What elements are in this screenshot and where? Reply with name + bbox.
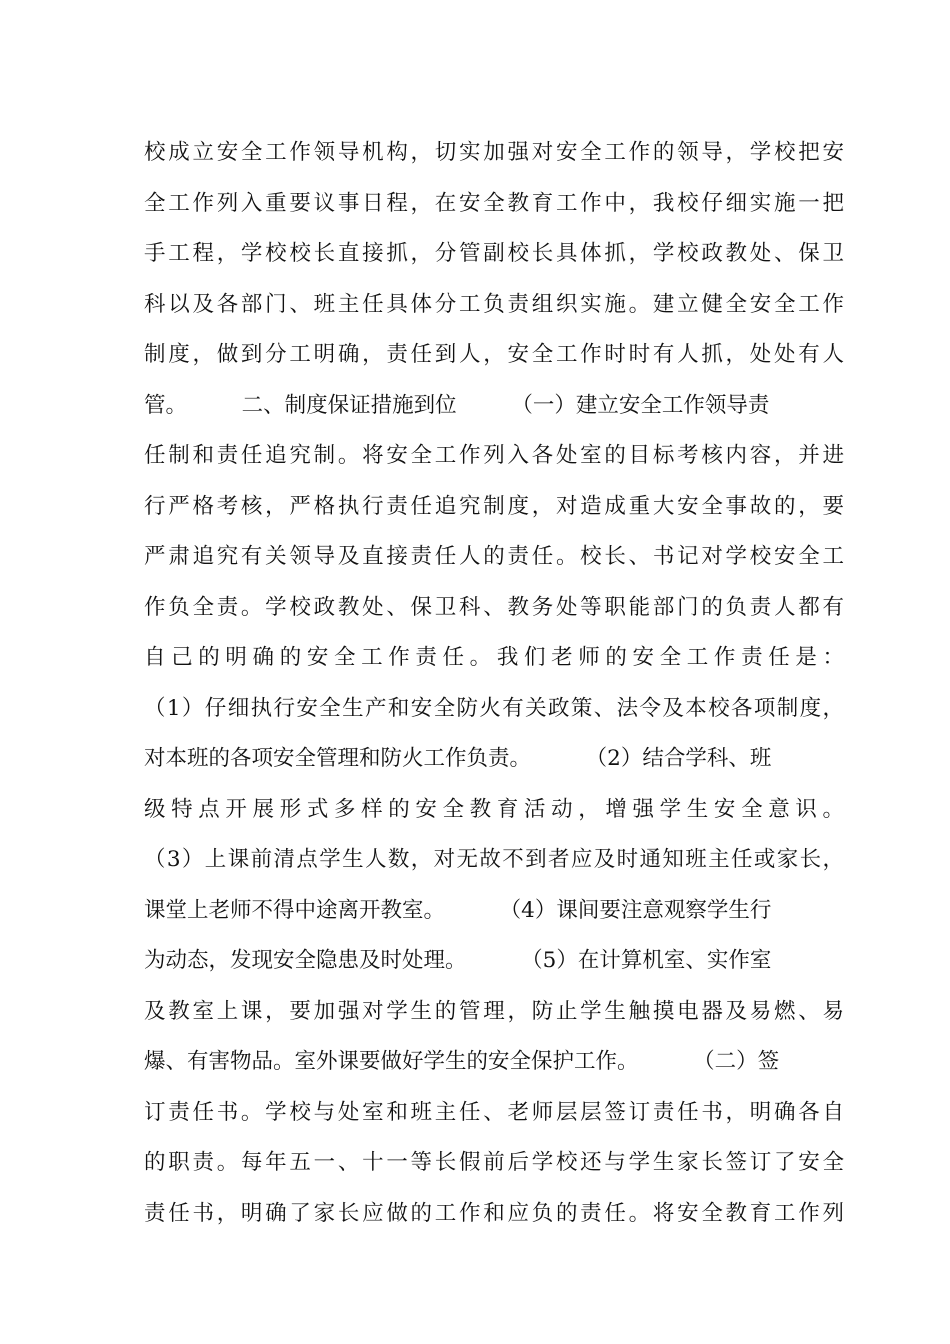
text-line: 管。 二、制度保证措施到位 （一）建立安全工作领导责 xyxy=(144,392,770,418)
text-line: 科以及各部门、班主任具体分工负责组织实施。建立健全安全工作 xyxy=(144,291,844,317)
text-line: 严肃追究有关领导及直接责任人的责任。校长、书记对学校安全工 xyxy=(144,544,844,569)
text-line: 级特点开展形式多样的安全教育活动，增强学生安全意识。 xyxy=(144,796,844,822)
text-line: （3）上课前清点学生人数，对无故不到者应及时通知班主任或家长， xyxy=(144,847,844,872)
text-line: 的职责。每年五一、十一等长假前后学校还与学生家长签订了安全 xyxy=(144,1150,844,1175)
text-line: 自己的明确的安全工作责任。我们老师的安全工作责任是： xyxy=(144,645,844,670)
text-line: 及教室上课，要加强对学生的管理，防止学生触摸电器及易燃、易 xyxy=(144,998,844,1024)
text-line: 手工程，学校校长直接抓，分管副校长具体抓，学校政教处、保卫 xyxy=(144,241,844,266)
text-line: 作负全责。学校政教处、保卫科、教务处等职能部门的负责人都有 xyxy=(144,594,844,620)
text-line: 爆、有害物品。室外课要做好学生的安全保护工作。 （二）签 xyxy=(144,1049,780,1074)
text-line: 校成立安全工作领导机构，切实加强对安全工作的领导，学校把安 xyxy=(144,140,844,165)
text-line: 对本班的各项安全管理和防火工作负责。 （2）结合学科、班 xyxy=(144,746,772,771)
text-line: 行严格考核，严格执行责任追究制度，对造成重大安全事故的，要 xyxy=(144,493,844,519)
text-line: 全工作列入重要议事日程，在安全教育工作中，我校仔细实施一把 xyxy=(144,190,844,216)
text-line: 订责任书。学校与处室和班主任、老师层层签订责任书，明确各自 xyxy=(144,1099,844,1125)
text-line: 课堂上老师不得中途离开教室。 （4）课间要注意观察学生行 xyxy=(144,897,772,923)
text-line: 责任书，明确了家长应做的工作和应负的责任。将安全教育工作列 xyxy=(144,1200,844,1226)
text-line: 制度，做到分工明确，责任到人，安全工作时时有人抓，处处有人 xyxy=(144,342,844,367)
text-line: 任制和责任追究制。将安全工作列入各处室的目标考核内容，并进 xyxy=(144,443,844,468)
text-line: （1）仔细执行安全生产和安全防火有关政策、法令及本校各项制度， xyxy=(144,695,844,721)
body-text xyxy=(144,128,844,1239)
text-line: 为动态，发现安全隐患及时处理。 （5）在计算机室、实作室 xyxy=(144,948,772,973)
